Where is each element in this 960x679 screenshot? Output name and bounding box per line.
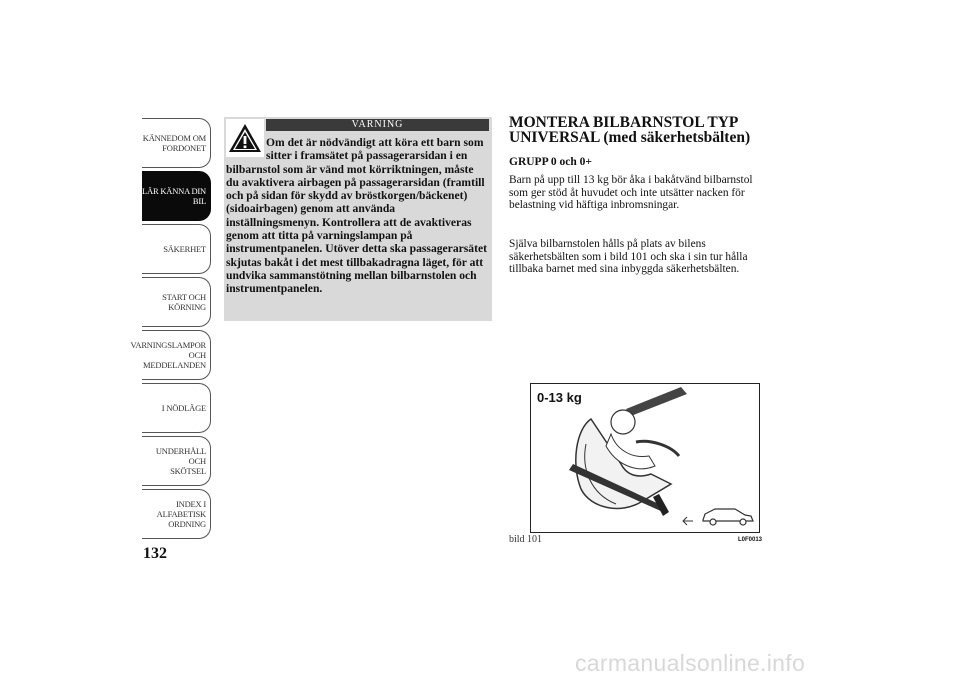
- section-heading: MONTERA BILBARNSTOL TYP UNIVERSAL (med säkerhetsbälten): [509, 114, 751, 146]
- child-seat-illustration: [531, 384, 759, 532]
- tab-varningslampor[interactable]: [130, 330, 211, 380]
- figure-child-seat: [530, 383, 760, 533]
- figure-caption: bild 101: [509, 534, 543, 545]
- tab-i-nodlage[interactable]: [142, 383, 211, 433]
- tab-label: SÄKERHET: [163, 244, 206, 254]
- figure-weight-label: 0-13 kg: [537, 390, 582, 405]
- section-subheading: GRUPP 0 och 0+: [509, 156, 592, 168]
- tab-kannedom-om-fordonet[interactable]: [142, 118, 211, 168]
- tab-underhall-och-skotsel[interactable]: [142, 436, 211, 486]
- tab-label: KÄNNEDOM OM FORDONET: [142, 133, 206, 153]
- warning-box: [224, 117, 492, 321]
- page-number: 132: [143, 545, 167, 562]
- paragraph-2: Själva bilbarnstolen hålls på plats av bilens säkerhetsbälten som i bild 101 och ska i sin tur hålla tillbaka barnet med sina inbyggda säkerhetsbälten.: [509, 238, 748, 276]
- tab-lar-kanna-din-bil[interactable]: [142, 171, 211, 221]
- paragraph-1: Barn på upp till 13 kg bör åka i bakåtvänd bilbarnstol som ger stöd åt huvudet och inte utsätter nacken för belastning vid häftiga inbromsningar.: [509, 174, 753, 212]
- tab-sakerhet[interactable]: [142, 224, 211, 274]
- watermark: carmanualsonline.info: [575, 650, 806, 676]
- tab-label: VARNINGSLAMPOR OCH MEDDELANDEN: [130, 340, 206, 370]
- tab-label: INDEX I ALFABETISK ORDNING: [156, 499, 206, 529]
- tab-label: UNDERHÅLL OCH SKÖTSEL: [155, 446, 206, 476]
- tab-index[interactable]: [142, 489, 211, 539]
- tab-label: I NÖDLÄGE: [161, 403, 206, 413]
- warning-title: VARNING: [266, 119, 489, 131]
- tab-start-och-korning[interactable]: [142, 277, 211, 327]
- warning-text: Om det är nödvändigt att köra ett barn som sitter i framsätet på passagerarsidan i en bilbarnstol som är vänd mot körriktningen, måste du avaktivera airbagen på passagerarsidan (framtill och på sidan för skydd av bröstkorgen/bäckenet) (sidoairbagen) genom att använda inställningsmenyn. Kontrollera att de avaktiveras genom att titta på varningslampan på instrumentpanelen. Utöver detta ska passagerarsätet skjutas bakåt i det mest tillbakadragna läget, för att undvika sammanstötning mellan bilbarnstolen och instrumentpanelen.: [226, 136, 487, 296]
- tab-label: LÄR KÄNNA DIN BIL: [142, 186, 206, 206]
- figure-code: L0F0013: [738, 537, 763, 543]
- tab-label: START OCH KÖRNING: [162, 292, 206, 312]
